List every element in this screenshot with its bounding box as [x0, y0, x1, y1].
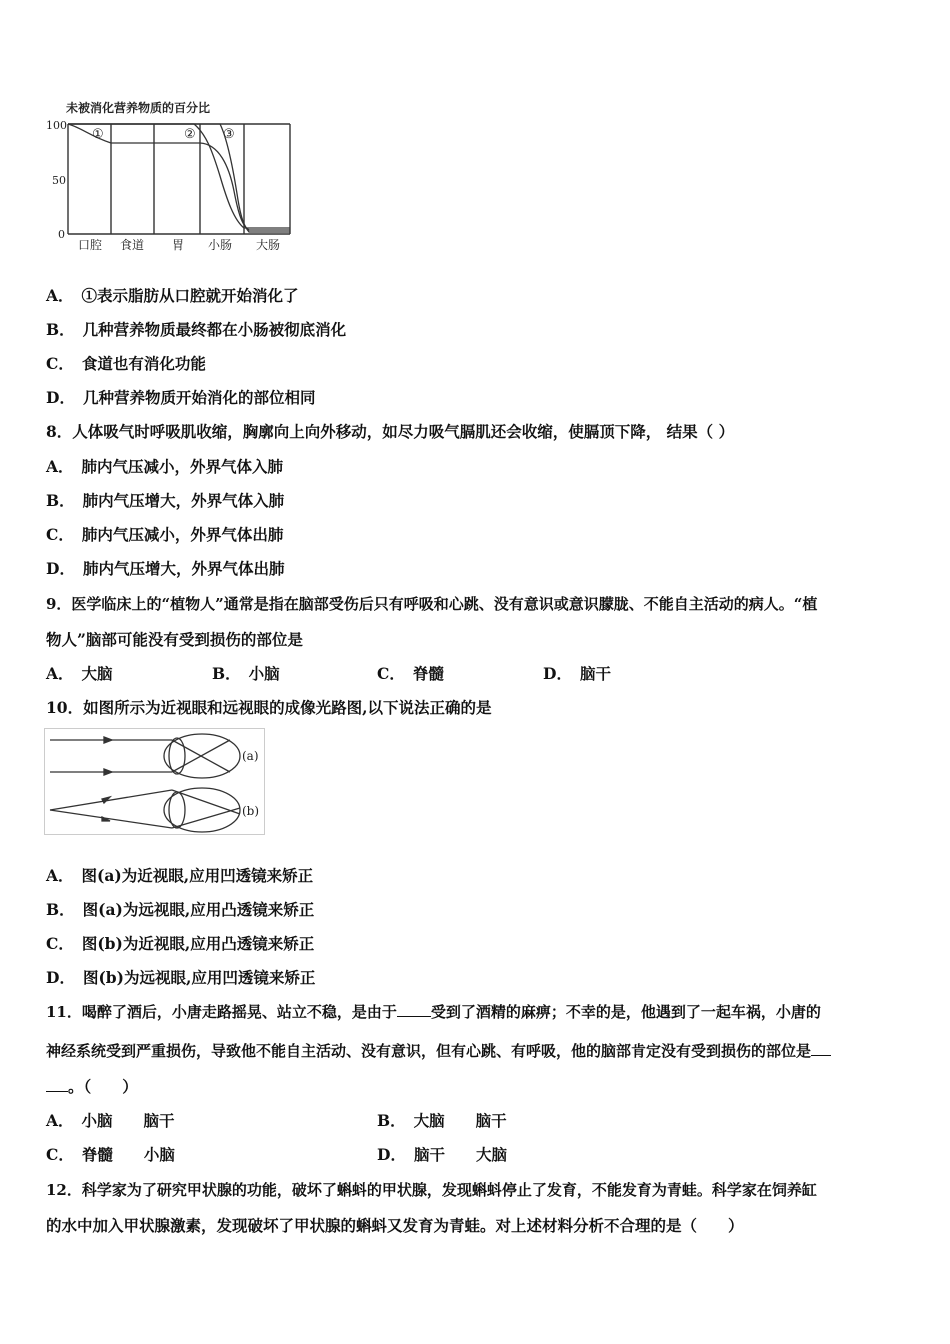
x-label-large-intestine: 大肠	[256, 238, 281, 252]
curve-label-3: ③	[223, 127, 235, 142]
q10-stem: 10．如图所示为近视眼和远视眼的成像光路图,以下说法正确的是	[46, 698, 492, 717]
q10-option-b: B． 图(a)为远视眼,应用凸透镜来矫正	[46, 900, 315, 919]
chart-title: 未被消化营养物质的百分比	[66, 101, 211, 115]
q8-option-b: B． 肺内气压增大，外界气体入肺	[46, 491, 285, 510]
q9-option-d: D． 脑干	[543, 664, 611, 683]
x-label-stomach: 胃	[172, 238, 185, 252]
q9-option-b: B． 小脑	[212, 664, 280, 683]
label-a: (a)	[242, 749, 259, 763]
q7-option-a: A． ①表示脂肪从口腔就开始消化了	[46, 286, 299, 305]
x-label-esophagus: 食道	[120, 238, 145, 252]
digestion-chart	[44, 96, 300, 256]
eye-a-diagram	[50, 734, 240, 778]
q11-option-a: A． 小脑 脑干	[46, 1111, 175, 1130]
q11-line1: 11．喝醉了酒后，小唐走路摇晃、站立不稳，是由于 受到了酒精的麻痹；不幸的是，他遇到了一起车祸，小唐的	[46, 1003, 821, 1021]
label-b: (b)	[242, 804, 260, 818]
q9-stem-line2: 物人”脑部可能没有受到损伤的部位是	[46, 630, 303, 649]
q11-blank-2a[interactable]	[811, 1041, 831, 1056]
q12-line2: 的水中加入甲状腺激素，发现破坏了甲状腺的蝌蚪又发育为青蛙。对上述材料分析不合理的是（ ）	[46, 1216, 744, 1235]
q8-option-a: A． 肺内气压减小，外界气体入肺	[46, 457, 284, 476]
eye-optics-figure	[44, 728, 266, 836]
q11-blank-2b[interactable]	[46, 1077, 68, 1092]
x-label-small-intestine: 小肠	[208, 238, 233, 252]
q11-option-d: D． 脑干 大脑	[377, 1145, 507, 1164]
q11-option-b: B． 大脑 脑干	[377, 1111, 507, 1130]
q10-option-d: D． 图(b)为远视眼,应用凹透镜来矫正	[46, 968, 316, 987]
x-label-mouth: 口腔	[78, 238, 103, 252]
q11-blank-1[interactable]	[397, 1002, 431, 1017]
y-tick-100: 100	[46, 119, 67, 132]
q11-line3: 。（ ）	[46, 1077, 138, 1097]
y-tick-0: 0	[58, 228, 65, 241]
q7-option-d: D． 几种营养物质开始消化的部位相同	[46, 388, 316, 407]
q8-stem: 8．人体吸气时呼吸肌收缩，胸廓向上向外移动，如尽力吸气膈肌还会收缩，使膈顶下降， 结果（ ）	[46, 422, 735, 441]
q7-option-b: B． 几种营养物质最终都在小肠被彻底消化	[46, 320, 347, 339]
q8-option-c: C． 肺内气压减小，外界气体出肺	[46, 525, 284, 544]
q8-option-d: D． 肺内气压增大，外界气体出肺	[46, 559, 285, 578]
curve-label-2: ②	[184, 127, 196, 142]
q10-option-a: A． 图(a)为近视眼,应用凹透镜来矫正	[46, 866, 314, 885]
q11-line2: 神经系统受到严重损伤，导致他不能自主活动、没有意识，但有心跳、有呼吸，他的脑部肯定没有受到损伤的部位是	[46, 1041, 831, 1061]
q7-option-c: C． 食道也有消化功能	[46, 354, 206, 373]
q9-option-c: C． 脊髓	[377, 664, 444, 683]
q11-option-c: C． 脊髓 小脑	[46, 1145, 175, 1164]
curve-label-1: ①	[92, 127, 104, 142]
q9-option-a: A． 大脑	[46, 664, 113, 683]
q9-stem-line1: 9．医学临床上的“植物人”通常是指在脑部受伤后只有呼吸和心跳、没有意识或意识朦胧、不能自主活动的病人。“植	[46, 595, 818, 613]
eye-b-diagram	[50, 788, 240, 832]
q12-line1: 12．科学家为了研究甲状腺的功能，破坏了蝌蚪的甲状腺，发现蝌蚪停止了发育，不能发育为青蛙。科学家在饲养缸	[46, 1181, 817, 1199]
y-tick-50: 50	[52, 174, 66, 187]
q10-option-c: C． 图(b)为近视眼,应用凸透镜来矫正	[46, 934, 315, 953]
